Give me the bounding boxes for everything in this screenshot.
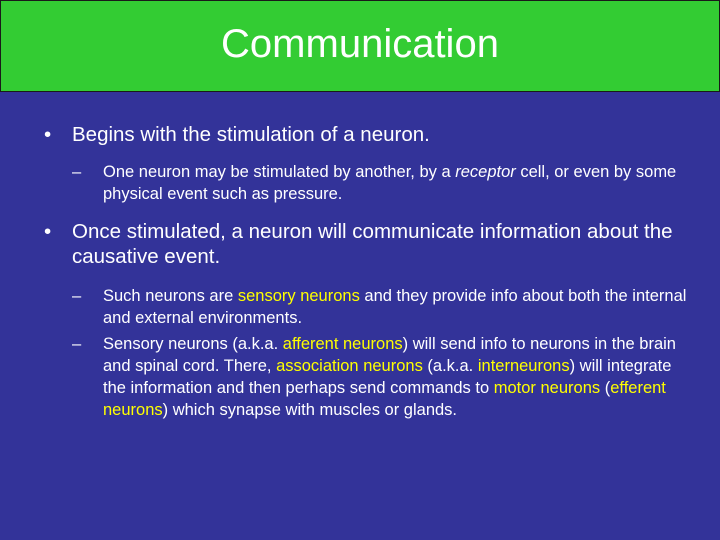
sub-text: ( — [600, 379, 611, 397]
sub-bullet-2-1 — [44, 285, 694, 329]
sub-text: cell, or even by some physical event such as pressure. — [103, 163, 677, 203]
slide-title: Communication — [221, 21, 499, 66]
term-sensory-neurons: sensory neurons — [237, 287, 360, 305]
term-afferent-neurons: afferent neurons — [282, 335, 403, 353]
slide-body — [44, 122, 694, 421]
sub-bullet-2-2 — [44, 333, 694, 421]
sub-bullet-marker: – — [72, 287, 82, 305]
bullet-2-text: Once stimulated, a neuron will communicate information about the causative event. — [72, 220, 673, 268]
sub-text: and they provide info about both the internal and external environments. — [103, 287, 687, 327]
bullet-2 — [44, 219, 694, 269]
term-receptor: receptor — [455, 163, 516, 181]
bullet-marker: • — [44, 123, 52, 146]
title-bar — [0, 0, 720, 92]
bullet-marker: • — [44, 220, 52, 243]
sub-text: ) will send info to neurons in the brain and spinal cord. There, — [103, 335, 676, 375]
sub-text: ) which synapse with muscles or glands. — [162, 401, 458, 419]
sub-bullet-1-1 — [44, 161, 694, 205]
bullet-1 — [44, 122, 694, 147]
sub-text: ) will integrate the information and then perhaps send commands to — [103, 357, 672, 397]
sub-bullet-marker: – — [72, 163, 82, 181]
sub-text: (a.k.a. — [422, 357, 478, 375]
term-efferent-neurons: efferent neurons — [103, 379, 666, 419]
bullet-1-text: Begins with the stimulation of a neuron. — [72, 123, 430, 146]
term-motor-neurons: motor neurons — [493, 379, 601, 397]
sub-text: One neuron may be stimulated by another, by a — [103, 163, 456, 181]
term-interneurons: interneurons — [477, 357, 570, 375]
sub-text: Sensory neurons (a.k.a. — [103, 335, 283, 353]
sub-text: Such neurons are — [103, 287, 238, 305]
sub-bullet-marker: – — [72, 335, 82, 353]
term-association-neurons: association neurons — [276, 357, 423, 375]
